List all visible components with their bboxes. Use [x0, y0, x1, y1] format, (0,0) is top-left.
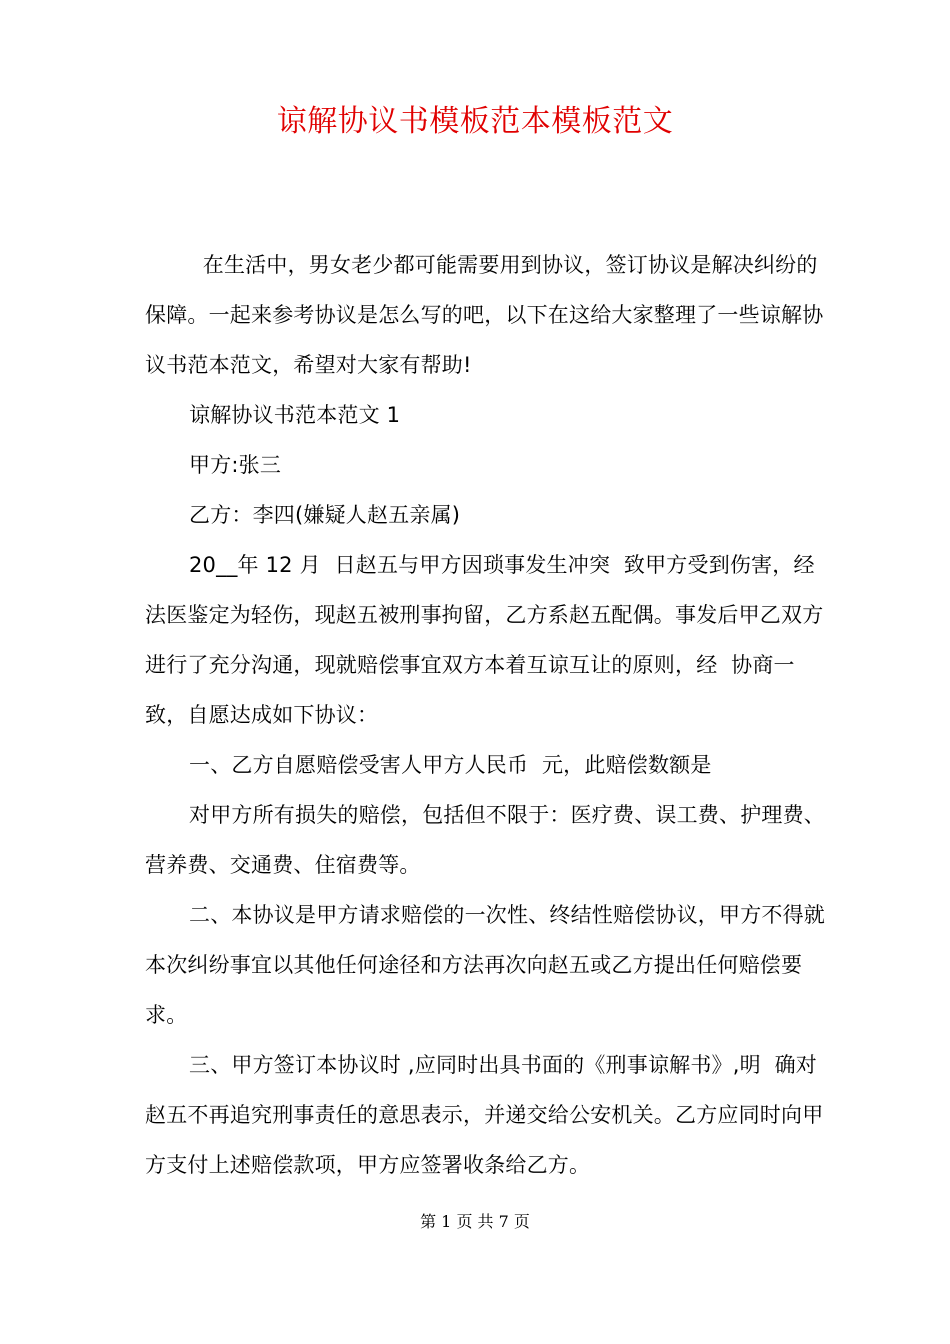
section-heading: 谅解协议书范本范文 1: [189, 403, 401, 427]
document-body: [145, 240, 839, 1190]
clause-two: 二、本协议是甲方请求赔偿的一次性、终结性赔偿协议，甲方不得就本次纠纷事宜以其他任何途径和方法再次向赵五或乙方提出任何赔偿要求。: [145, 903, 825, 1027]
clause-one: 一、乙方自愿赔偿受害人甲方人民币 元，此赔偿数额是: [189, 753, 712, 777]
clause-three: 三、甲方签订本协议时 ,应同时出具书面的《刑事谅解书》,明 确对赵五不再追究刑事责任的意思表示，并递交给公安机关。乙方应同时向甲方支付上述赔偿款项，甲方应签署收条给乙方。: [145, 1053, 824, 1177]
background-paragraph: 20__年 12 月 日赵五与甲方因琐事发生冲突 致甲方受到伤害，经法医鉴定为轻伤，现赵五被刑事拘留，乙方系赵五配偶。事发后甲乙双方进行了充分沟通，现就赔偿事宜双方本着互谅互让的原则，经 协商一致，自愿达成如下协议：: [145, 553, 824, 727]
page-footer: 第 1 页 共 7 页: [420, 1212, 530, 1231]
party-b-line: 乙方：李四(嫌疑人赵五亲属): [189, 503, 461, 527]
intro-paragraph: 在生活中，男女老少都可能需要用到协议，签订协议是解决纠纷的保障。一起来参考协议是怎么写的吧，以下在这给大家整理了一些谅解协议书范本范文，希望对大家有帮助!: [145, 253, 824, 377]
clause-one-continued: 对甲方所有损失的赔偿，包括但不限于：医疗费、误工费、护理费、 营养费、交通费、住宿费等。: [145, 803, 839, 877]
document-title: 谅解协议书模板范本模板范文: [276, 104, 674, 139]
party-a-line: 甲方:张三: [189, 453, 282, 477]
